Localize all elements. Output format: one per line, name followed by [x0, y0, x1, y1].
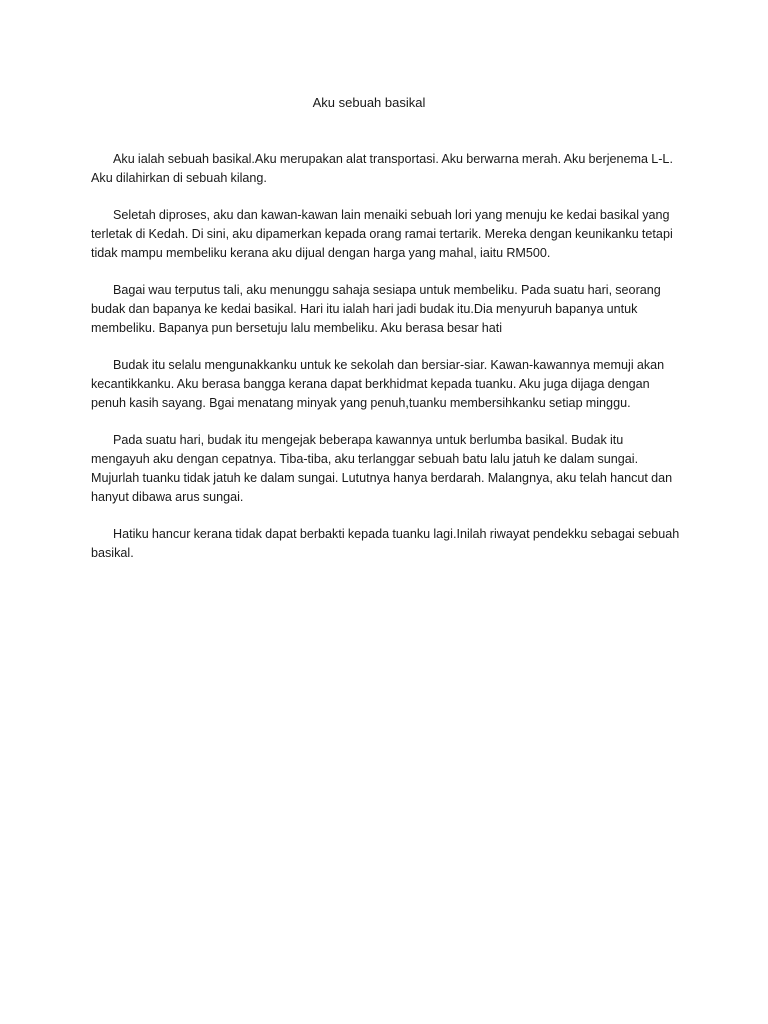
paragraph-3: Bagai wau terputus tali, aku menunggu sahaja sesiapa untuk membeliku. Pada suatu hari, seorang budak dan bapanya ke kedai basikal. Hari itu ialah hari jadi budak itu.Dia menyuruh bapanya untuk membeliku. Bapanya pun bersetuju lalu membeliku. Aku berasa besar hati	[91, 283, 661, 335]
document-title: Aku sebuah basikal	[312, 95, 426, 110]
paragraph-6: Hatiku hancur kerana tidak dapat berbakti kepada tuanku lagi.Inilah riwayat pendekku sebagai sebuah basikal.	[91, 527, 680, 560]
document-body	[91, 150, 683, 581]
paragraph-5: Pada suatu hari, budak itu mengejak beberapa kawannya untuk berlumba basikal. Budak itu mengayuh aku dengan cepatnya. Tiba-tiba, aku terlanggar sebuah batu lalu jatuh ke dalam sungai. Mujurlah tuanku tidak jatuh ke dalam sungai. Lututnya hanya berdarah. Malangnya, aku telah hancut dan hanyut dibawa arus sungai.	[91, 433, 673, 504]
paragraph-1: Aku ialah sebuah basikal.Aku merupakan alat transportasi. Aku berwarna merah. Aku berjenema L-L. Aku dilahirkan di sebuah kilang.	[91, 152, 673, 185]
paragraph-4: Budak itu selalu mengunakkanku untuk ke sekolah dan bersiar-siar. Kawan-kawannya memuji akan kecantikkanku. Aku berasa bangga kerana dapat berkhidmat kepada tuanku. Aku juga dijaga dengan penuh kasih sayang. Bgai menatang minyak yang penuh,tuanku membersihkanku setiap minggu.	[91, 358, 665, 410]
paragraph-2: Seletah diproses, aku dan kawan-kawan lain menaiki sebuah lori yang menuju ke kedai basikal yang terletak di Kedah. Di sini, aku dipamerkan kepada orang ramai tertarik. Mereka dengan keunikanku tetapi tidak mampu membeliku kerana aku dijual dengan harga yang mahal, iaitu RM500.	[91, 208, 673, 260]
